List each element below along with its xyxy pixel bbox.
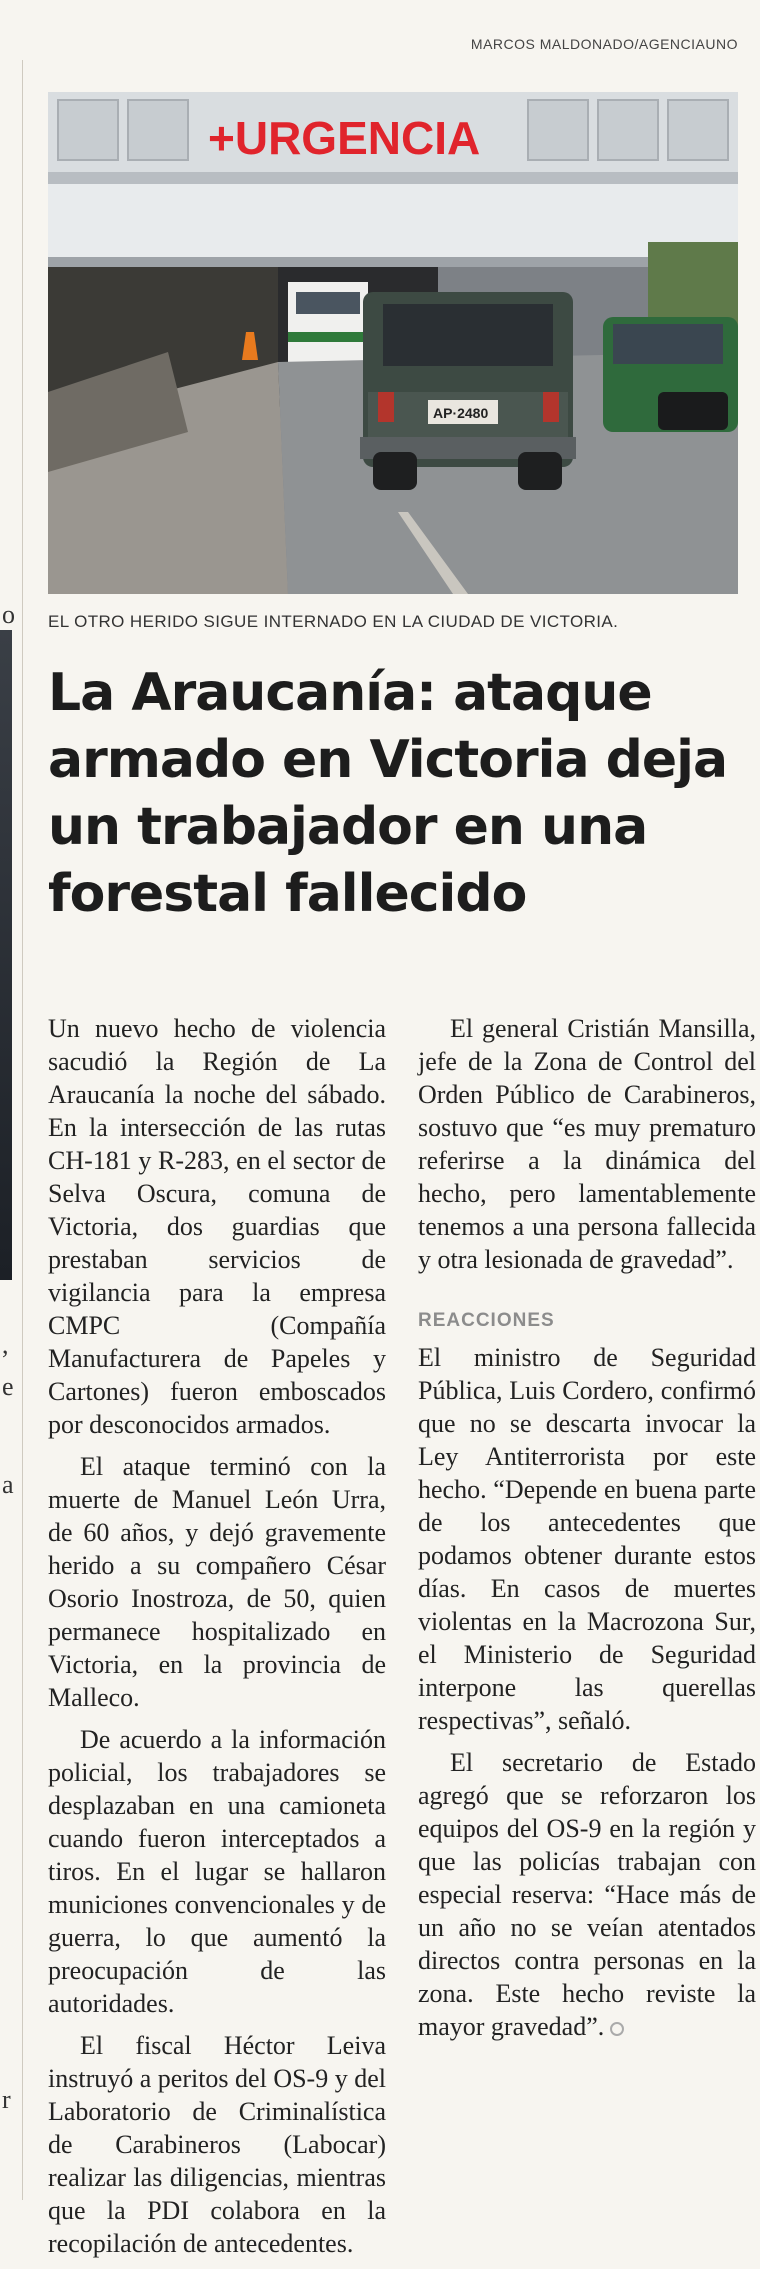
urgencia-sign: +URGENCIA [208, 112, 481, 164]
article-column-left [48, 1012, 386, 2269]
photo-credit: MARCOS MALDONADO/AGENCIAUNO [470, 36, 738, 52]
body-paragraph: El fiscal Héctor Leiva instruyó a peritos del OS-9 y del Laboratorio de Criminalística de Carabineros (Labocar) realizar las diligencias, mientras que la PDI colabora en la recopilación de antecedentes. [48, 2031, 386, 2258]
end-of-article-icon [610, 2022, 624, 2036]
body-paragraph: De acuerdo a la información policial, los trabajadores se desplazaban en una camioneta cuando fueron interceptados a tiros. En el lugar se hallaron municiones convencionales y de guerra, lo que aumentó la preocupación de las autoridades. [48, 1725, 386, 2018]
photo-caption: EL OTRO HERIDO SIGUE INTERNADO EN LA CIUDAD DE VICTORIA. [48, 612, 619, 631]
final-paragraph-text: El secretario de Estado agregó que se reforzaron los equipos del OS-9 en la región y que las policías trabajan con especial reserva: “Hace más de un año no se veían atentados directos contra personas en la zona. Este hecho reviste la mayor gravedad”. [418, 1748, 756, 2041]
license-plate: AP·2480 [433, 405, 489, 421]
adjacent-text-fragment: r [2, 2085, 11, 2114]
adjacent-text-fragment: o [2, 600, 15, 629]
adjacent-text-fragment: e [2, 1372, 14, 1401]
adjacent-photo-edge [0, 630, 12, 1280]
article-headline: La Araucanía: ataque armado en Victoria deja un trabajador en una forestal fallecido [48, 663, 728, 924]
article-photo [48, 92, 738, 594]
body-paragraph: El ministro de Seguridad Pública, Luis Cordero, confirmó que no se descarta invocar la Ley Antiterrorista por este hecho. “Depende en buena parte de los antecedentes que podamos obtener durante estos días. En casos de muertes violentas en la Macrozona Sur, el Ministerio de Seguridad interpone las querellas respectivas”, señaló. [418, 1343, 756, 1735]
section-subhead: REACCIONES [418, 1310, 555, 1331]
body-paragraph: El ataque terminó con la muerte de Manuel León Urra, de 60 años, y dejó gravemente herido a su compañero César Osorio Inostroza, de 50, quien permanece hospitalizado en Victoria, en la provincia de Malleco. [48, 1452, 386, 1712]
adjacent-text-fragment: , [2, 1330, 9, 1359]
column-divider [22, 60, 23, 2200]
article-column-right [418, 1012, 756, 2052]
body-paragraph: El general Cristián Mansilla, jefe de la Zona de Control del Orden Público de Carabineros, sostuvo que “es muy prematuro referirse a la dinámica del hecho, pero lamentablemente tenemos a una persona fallecida y otra lesionada de gravedad”. [418, 1014, 756, 1274]
adjacent-text-fragment: a [2, 1470, 14, 1499]
body-paragraph-final [418, 1746, 756, 2043]
body-paragraph: Un nuevo hecho de violencia sacudió la Región de La Araucanía la noche del sábado. En la intersección de las rutas CH-181 y R-283, en el sector de Selva Oscura, comuna de Victoria, dos guardias que prestaban servicios de vigilancia para la empresa CMPC (Compañía Manufacturera de Papeles y Cartones) fueron emboscados por desconocidos armados. [48, 1014, 386, 1439]
